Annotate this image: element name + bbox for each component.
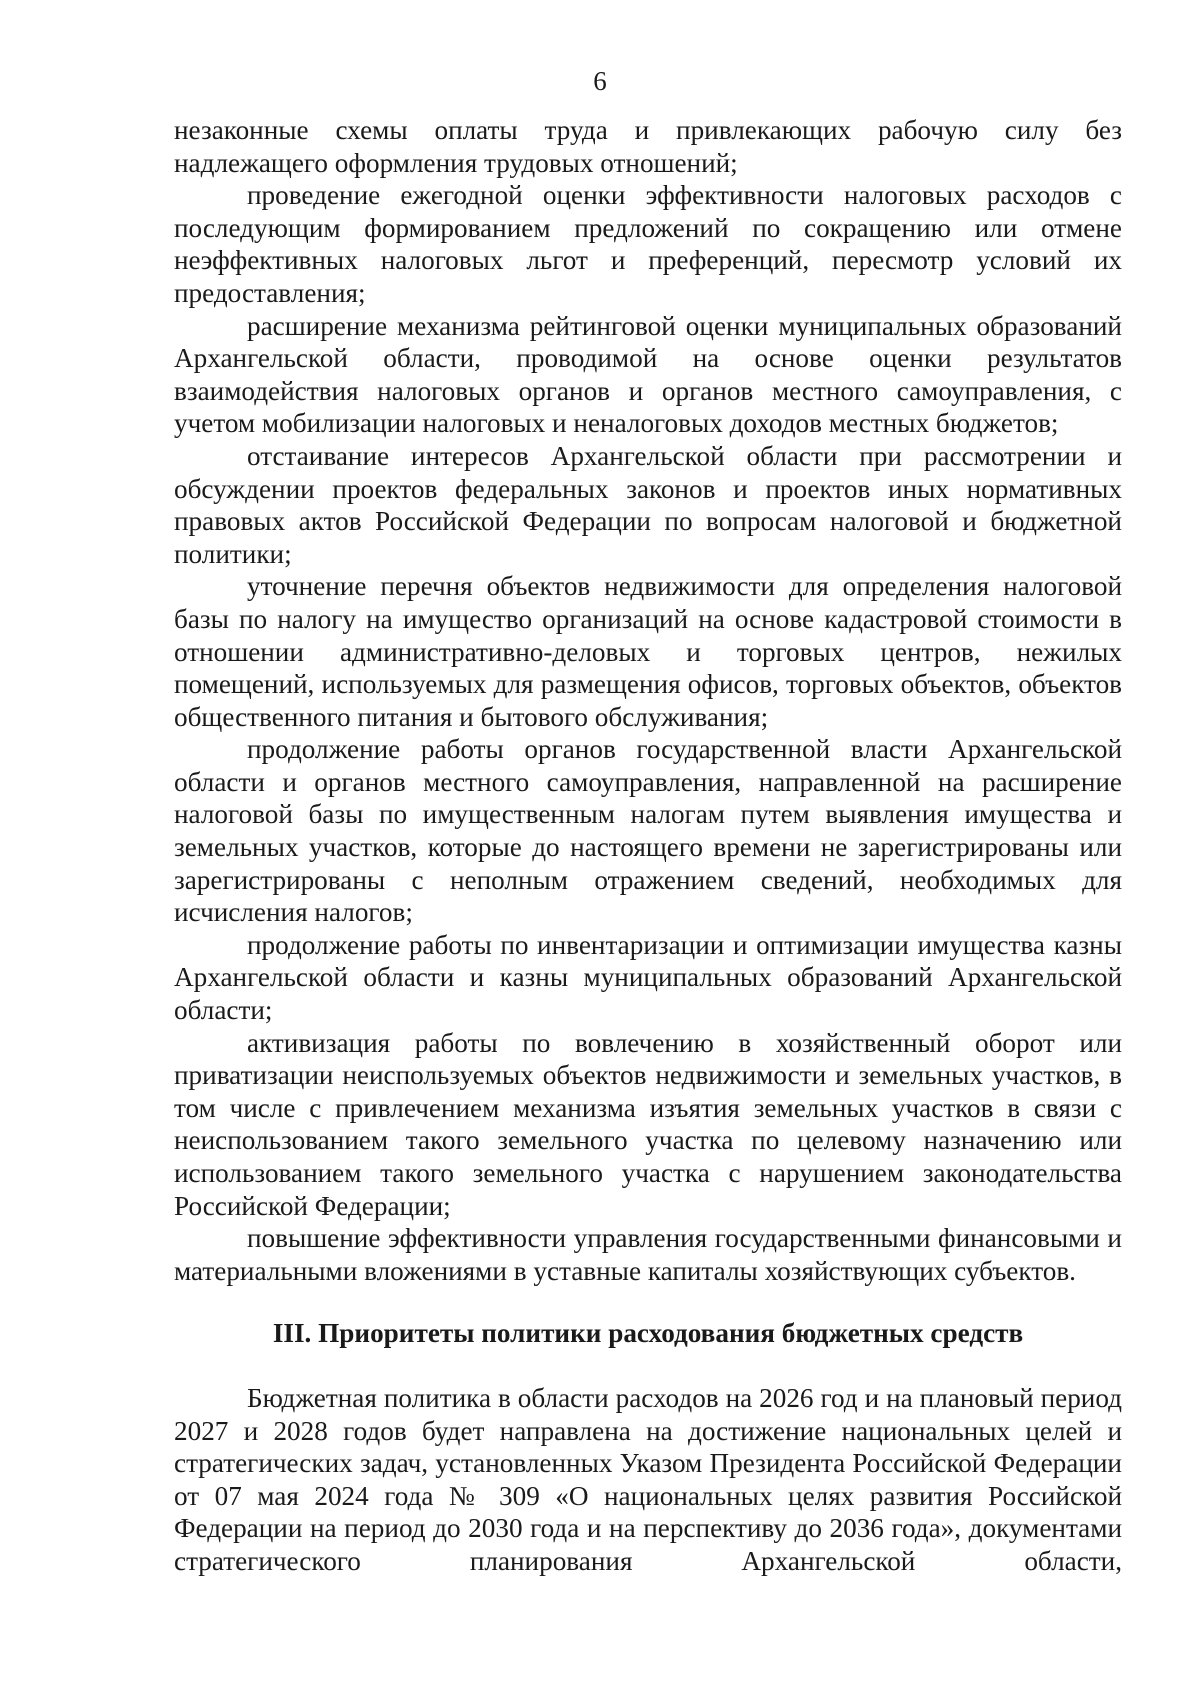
paragraph-tax-base-expansion: продолжение работы органов государственной власти Архангельской области и органов местного самоуправления, направленной на расширение налоговой базы по имущественным налогам путем выявления имущества и земельных участков, которые до настоящего времени не зарегистрированы или зарегистрированы с неполным отражением сведений, необходимых для исчисления налогов; xyxy=(174,734,1122,928)
paragraph-property-list: уточнение перечня объектов недвижимости для определения налоговой базы по налогу на имущество организаций на основе кадастровой стоимости в отношении административно-деловых и торговых центров, нежилых помещений, используемых для размещения офисов, торговых объектов, объектов общественного питания и бытового обслуживания; xyxy=(174,571,1122,732)
paragraph-regional-interests: отстаивание интересов Архангельской области при рассмотрении и обсуждении проектов федеральных законов и проектов иных нормативных правовых актов Российской Федерации по вопросам налоговой и бюджетной политики; xyxy=(174,440,1122,569)
paragraph-financial-management: повышение эффективности управления государственными финансовыми и материальными вложениями в уставные капиталы хозяйствующих субъектов. xyxy=(174,1223,1122,1286)
paragraph-inventory: продолжение работы по инвентаризации и оптимизации имущества казны Архангельской области и казны муниципальных образований Архангельской области; xyxy=(174,929,1122,1026)
document-body xyxy=(174,114,1122,1578)
paragraph-continuation: незаконные схемы оплаты труда и привлекающих рабочую силу без надлежащего оформления трудовых отношений; xyxy=(174,115,1122,178)
section-heading: III. Приоритеты политики расходования бюджетных средств xyxy=(272,1318,1024,1349)
paragraph-property-turnover: активизация работы по вовлечению в хозяйственный оборот или приватизации неиспользуемых объектов недвижимости и земельных участков, в том числе с привлечением механизма изъятия земельных участков в связи с неиспользованием такого земельного участка по целевому назначению или использованием такого земельного участка с нарушением законодательства Российской Федерации; xyxy=(174,1027,1122,1221)
paragraph-budget-policy: Бюджетная политика в области расходов на 2026 год и на плановый период 2027 и 2028 годов будет направлена на достижение национальных целей и стратегических задач, установленных Указом Президента Российской Федерации от 07 мая 2024 года № 309 «О национальных целях развития Российской Федерации на период до 2030 года и на перспективу до 2036 года», документами стратегического планирования Архангельской области, xyxy=(174,1382,1122,1576)
paragraph-municipal-rating: расширение механизма рейтинговой оценки муниципальных образований Архангельской области, проводимой на основе оценки результатов взаимодействия налоговых органов и органов местного самоуправления, с учетом мобилизации налоговых и неналоговых доходов местных бюджетов; xyxy=(174,310,1122,439)
page-number: 6 xyxy=(593,66,607,96)
paragraph-tax-expenditure-assessment: проведение ежегодной оценки эффективности налоговых расходов с последующим формированием предложений по сокращению или отмене неэффективных налоговых льгот и преференций, пересмотр условий их предоставления; xyxy=(174,180,1122,308)
